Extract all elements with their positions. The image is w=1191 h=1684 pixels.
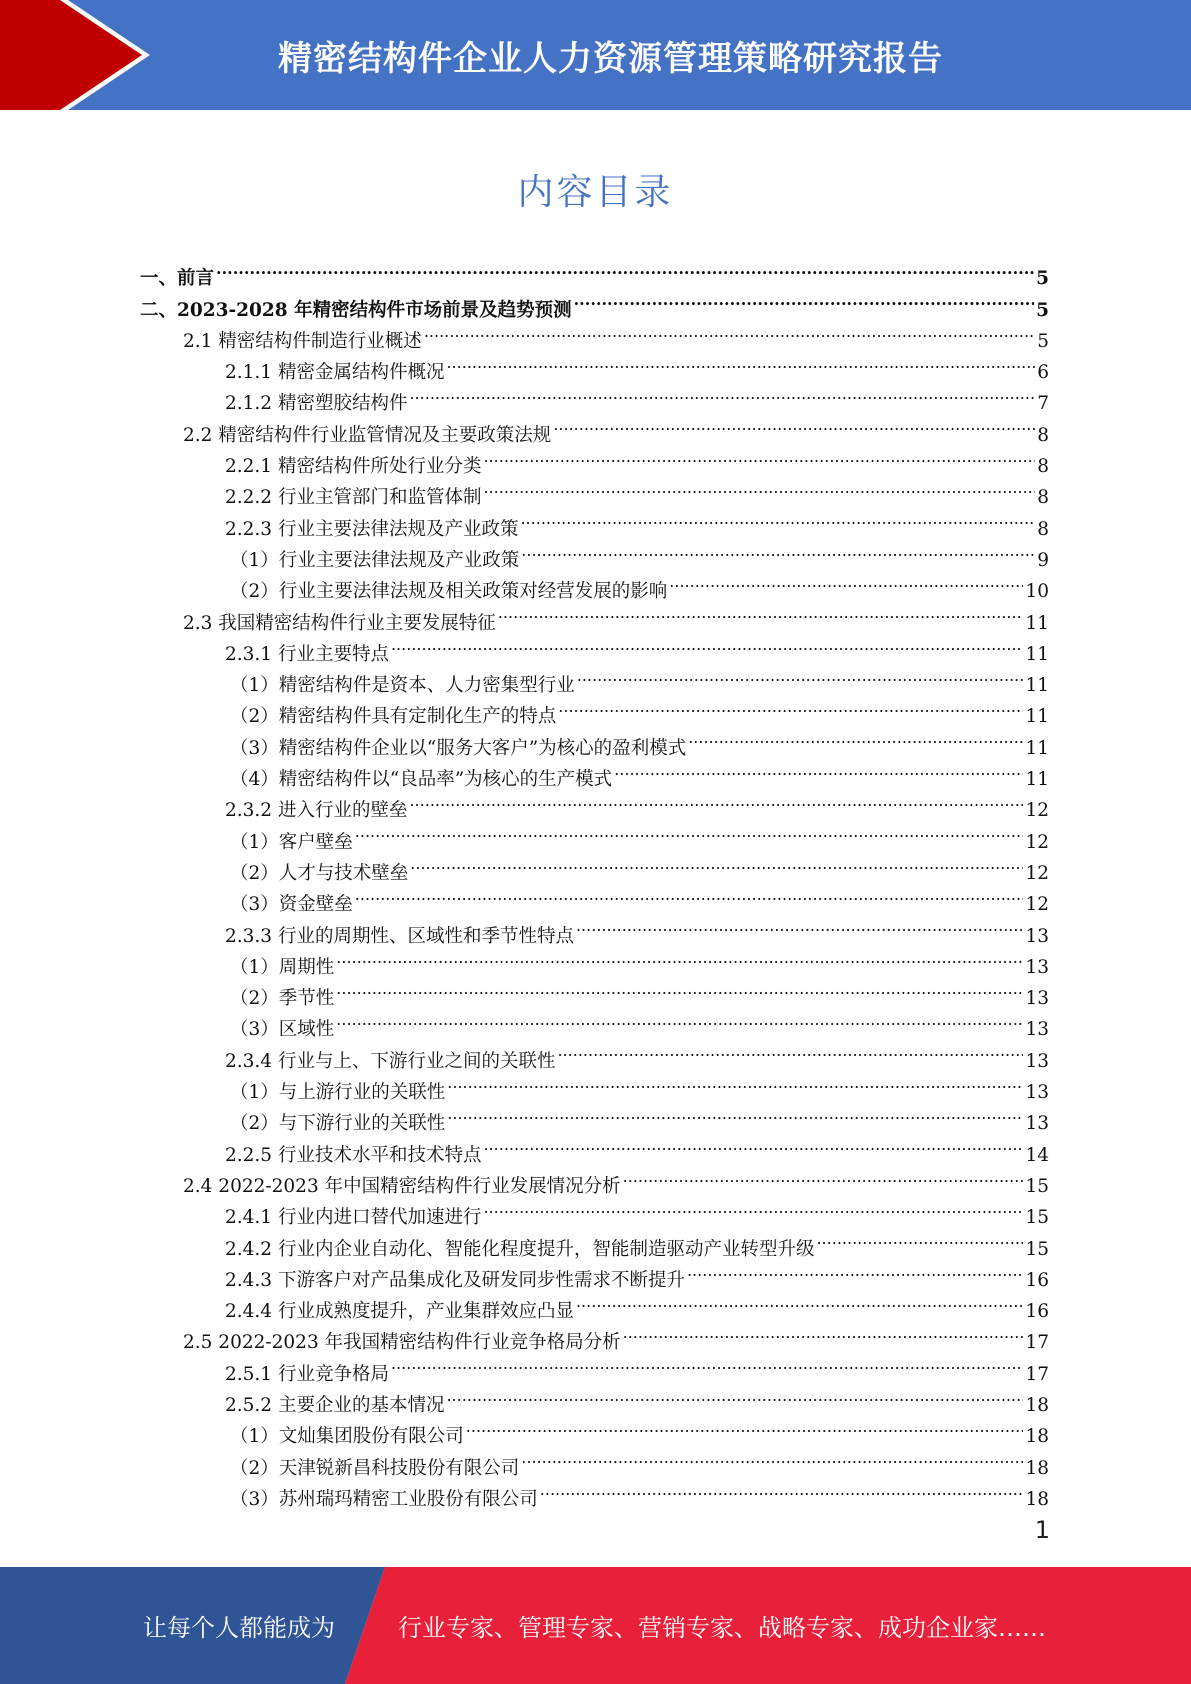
toc-entry-page: 17 [1025,1332,1049,1354]
toc-dot-leader [669,566,1023,597]
toc-entry-label: （2）精密结构件具有定制化生产的特点 [230,706,557,728]
toc-entry-page: 11 [1025,643,1049,665]
toc-entry-page: 15 [1025,1207,1049,1229]
toc-dot-leader [483,472,1035,503]
toc-dot-leader [391,629,1023,660]
header-arrow-decoration [0,0,160,110]
footer-banner [0,1567,1191,1684]
toc-dot-leader [574,284,1035,315]
toc-entry-label: 2.1 精密结构件制造行业概述 [183,330,422,352]
report-title: 精密结构件企业人力资源管理策略研究报告 [278,38,943,79]
toc-entry-page: 9 [1037,549,1049,571]
toc-entry-label: （3）苏州瑞玛精密工业股份有限公司 [230,1488,538,1510]
toc-entry-label: （3）区域性 [230,1019,335,1041]
toc-entry-page: 5 [1036,299,1049,321]
toc-entry-page: 11 [1025,612,1049,634]
toc-dot-leader [687,1255,1023,1286]
toc-entry-page: 12 [1025,800,1049,822]
toc-entry-page: 18 [1025,1426,1049,1448]
footer-slogan-right: 行业专家、管理专家、营销专家、战略专家、成功企业家…… [398,1614,1046,1642]
toc-entry-page: 17 [1025,1363,1049,1385]
toc-entry-page: 13 [1025,1082,1049,1104]
toc-entry-label: 2.4 2022-2023 年中国精密结构件行业发展情况分析 [183,1175,621,1197]
toc-entry-label: （2）与下游行业的关联性 [230,1113,446,1135]
toc-dot-leader [614,754,1023,785]
toc-dot-leader [355,879,1024,910]
toc-entry-label: 2.3.3 行业的周期性、区域性和季节性特点 [225,925,574,947]
toc-dot-leader [409,785,1023,816]
toc-dot-leader [336,1004,1023,1035]
toc-dot-leader [446,1380,1023,1411]
toc-dot-leader [576,1286,1023,1317]
toc-entry-label: 2.3.4 行业与上、下游行业之间的关联性 [225,1050,556,1072]
toc-entry-page: 8 [1037,424,1049,446]
toc-dot-leader [521,1442,1023,1473]
toc-entry-page: 15 [1025,1175,1049,1197]
toc-entry[interactable] [140,253,1049,290]
toc-entry-page: 10 [1025,581,1049,603]
toc-dot-leader [576,910,1023,941]
toc-dot-leader [520,503,1035,534]
toc-entry-label: 2.4.2 行业内企业自动化、智能化程度提升，智能制造驱动产业转型升级 [225,1238,815,1260]
toc-entry-label: （1）周期性 [230,956,335,978]
toc-entry-label: 2.1.2 精密塑胶结构件 [225,393,408,415]
toc-dot-leader [577,660,1024,691]
toc-entry-page: 5 [1037,330,1049,352]
toc-entry-page: 16 [1025,1269,1049,1291]
page-number: 1 [1034,1516,1050,1544]
toc-entry-page: 5 [1036,268,1049,290]
toc-dot-leader [410,848,1023,879]
toc-entry-label: 2.2.5 行业技术水平和技术特点 [225,1144,482,1166]
toc-entry-page: 13 [1025,1113,1049,1135]
toc-dot-leader [558,691,1023,722]
toc-entry-page: 14 [1025,1144,1049,1166]
toc-entry-label: （2）季节性 [230,988,335,1010]
toc-dot-leader [623,1161,1024,1192]
toc-dot-leader [447,1067,1023,1098]
toc-dot-leader [553,409,1035,440]
toc-dot-leader [391,1348,1023,1379]
toc-entry-page: 11 [1025,706,1049,728]
toc-entry-label: （2）天津锐新昌科技股份有限公司 [230,1457,520,1479]
toc-title: 内容目录 [517,172,674,213]
toc-entry-label: （1）客户壁垒 [230,831,353,853]
toc-dot-leader [483,441,1035,472]
toc-entry-page: 11 [1025,675,1049,697]
toc-entry-label: 2.5 2022-2023 年我国精密结构件行业竞争格局分析 [183,1332,621,1354]
toc-entry-page: 13 [1025,956,1049,978]
toc-entry-label: （2）行业主要法律法规及相关政策对经营发展的影响 [230,581,668,603]
toc-dot-leader [483,1129,1023,1160]
toc-entry-page: 18 [1025,1488,1049,1510]
toc-entry-label: 2.3 我国精密结构件行业主要发展特征 [183,612,496,634]
toc-entry-page: 6 [1037,362,1049,384]
toc-dot-leader [446,347,1035,378]
toc-entry-label: 2.2.2 行业主管部门和监管体制 [225,487,482,509]
toc-entry-label: （3）精密结构件企业以“服务大客户”为核心的盈利模式 [230,737,687,759]
toc-entry-page: 15 [1025,1238,1049,1260]
toc-dot-leader [483,1192,1023,1223]
toc-dot-leader [447,1098,1023,1129]
toc-entry-label: （1）行业主要法律法规及产业政策 [230,549,520,571]
toc-entry-label: 2.1.1 精密金属结构件概况 [225,362,445,384]
toc-entry-label: 2.4.1 行业内进口替代加速进行 [225,1207,482,1229]
toc-entry-page: 16 [1025,1301,1049,1323]
toc-entry-label: 2.3.2 进入行业的壁垒 [225,800,408,822]
toc-entry-page: 8 [1037,487,1049,509]
toc-entry-label: 2.2.1 精密结构件所处行业分类 [225,456,482,478]
toc-dot-leader [557,1035,1023,1066]
toc-dot-leader [816,1223,1023,1254]
toc-entry-page: 8 [1037,518,1049,540]
toc-entry-label: 2.2 精密结构件行业监管情况及主要政策法规 [183,424,552,446]
toc-entry-label: 2.5.1 行业竞争格局 [225,1363,389,1385]
toc-entry-label: 2.3.1 行业主要特点 [225,643,389,665]
toc-entry-page: 12 [1025,862,1049,884]
toc-entry-label: 2.4.3 下游客户对产品集成化及研发同步性需求不断提升 [225,1269,685,1291]
toc-entry-label: （1）与上游行业的关联性 [230,1082,446,1104]
toc-entry-label: （3）资金壁垒 [230,894,353,916]
toc-dot-leader [424,316,1035,347]
toc-entry-page: 18 [1025,1457,1049,1479]
toc-entry-label: （1）文灿集团股份有限公司 [230,1426,464,1448]
toc-entry-label: 2.4.4 行业成熟度提升，产业集群效应凸显 [225,1301,574,1323]
toc-entry-page: 11 [1025,737,1049,759]
toc-entry-page: 13 [1025,1050,1049,1072]
toc-dot-leader [466,1411,1024,1442]
toc-entry-label: 一、前言 [140,268,215,290]
toc-entry[interactable] [140,284,1049,321]
toc-dot-leader [540,1474,1024,1505]
toc-dot-leader [521,535,1035,566]
toc-dot-leader [623,1317,1024,1348]
toc-entry-page: 7 [1037,393,1049,415]
toc-entry-label: 2.5.2 主要企业的基本情况 [225,1394,445,1416]
toc-dot-leader [336,973,1023,1004]
toc-entry-page: 11 [1025,769,1049,791]
toc-dot-leader [355,816,1024,847]
toc-entry-page: 8 [1037,456,1049,478]
footer-slogan-left: 让每个人都能成为 [143,1614,335,1642]
toc-entry-label: 2.2.3 行业主要法律法规及产业政策 [225,518,519,540]
toc-entry-page: 12 [1025,894,1049,916]
toc-entry-page: 13 [1025,1019,1049,1041]
toc-entry-page: 12 [1025,831,1049,853]
toc-entry-page: 13 [1025,988,1049,1010]
header-banner [0,0,1191,110]
toc-entry-page: 18 [1025,1394,1049,1416]
toc-dot-leader [498,597,1024,628]
toc-dot-leader [336,942,1023,973]
toc-entry-label: 二、2023-2028 年精密结构件市场前景及趋势预测 [140,299,572,321]
toc-entry-label: （4）精密结构件以“良品率”为核心的生产模式 [230,769,613,791]
toc-dot-leader [409,378,1035,409]
toc-dot-leader [688,722,1023,753]
table-of-contents [140,253,1049,1510]
toc-entry-label: （1）精密结构件是资本、人力密集型行业 [230,675,575,697]
toc-dot-leader [216,253,1034,284]
toc-entry-page: 13 [1025,925,1049,947]
toc-entry-label: （2）人才与技术壁垒 [230,862,409,884]
